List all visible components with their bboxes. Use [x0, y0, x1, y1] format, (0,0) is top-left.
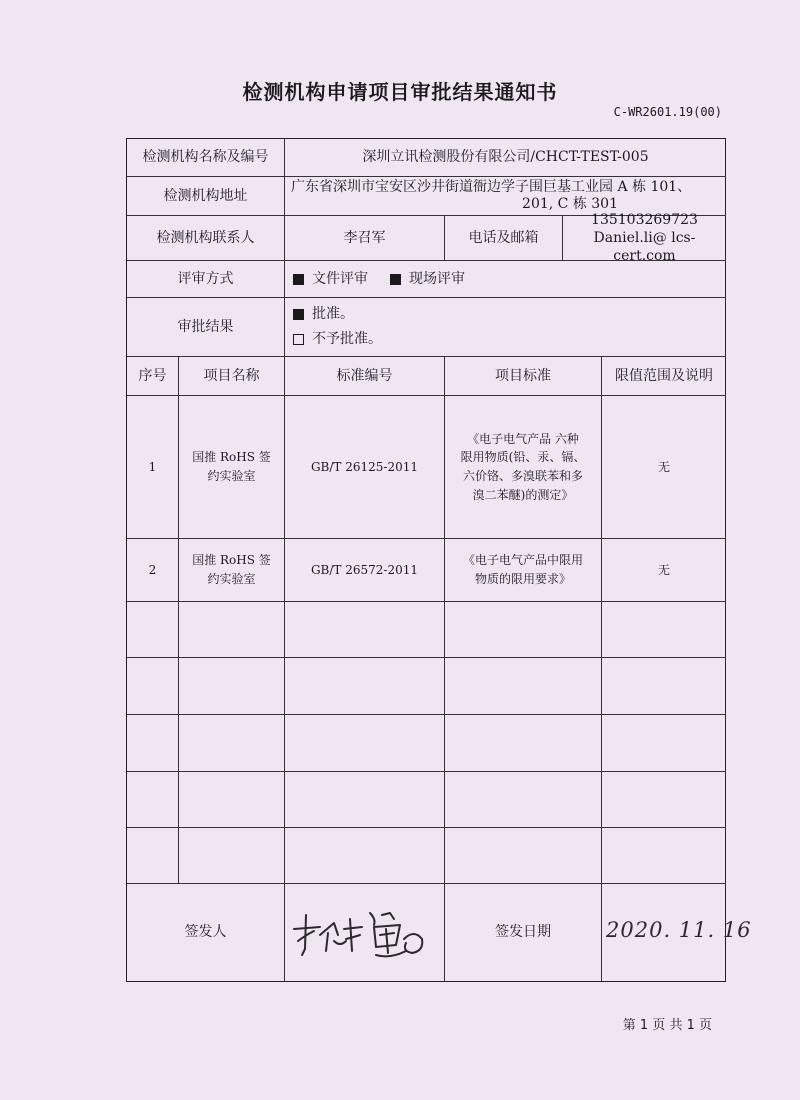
address-line-1: 广东省深圳市宝安区沙井街道衙边学子围巨基工业园 A 栋 101、	[291, 178, 692, 195]
header-item-name: 项目名称	[179, 357, 285, 396]
checkbox-checked-icon	[390, 274, 401, 285]
review-method-options	[285, 261, 726, 298]
address-line-2: 201, C 栋 301	[522, 196, 618, 212]
contact-value: 李召军	[285, 216, 445, 261]
checkbox-checked-icon	[293, 274, 304, 285]
row1-no: 1	[127, 396, 179, 539]
empty-cell	[285, 602, 445, 658]
handwritten-signature	[290, 905, 430, 965]
row2-limit: 无	[602, 539, 726, 602]
phone-email-value	[563, 211, 726, 265]
header-limit: 限值范围及说明	[602, 357, 726, 396]
empty-cell	[179, 658, 285, 715]
review-method-label: 评审方式	[127, 261, 285, 298]
empty-cell	[445, 715, 602, 772]
empty-cell	[285, 715, 445, 772]
row1-item-name: 国推 RoHS 签 约实验室	[179, 396, 285, 539]
row2-item-name: 国推 RoHS 签 约实验室	[179, 539, 285, 602]
empty-cell	[602, 828, 726, 884]
result-label: 审批结果	[127, 298, 285, 357]
header-item-standard: 项目标准	[445, 357, 602, 396]
empty-cell	[445, 602, 602, 658]
review-option-document: 文件评审	[312, 270, 368, 287]
org-name-label: 检测机构名称及编号	[127, 139, 285, 177]
empty-cell	[285, 828, 445, 884]
issue-date-label: 签发日期	[445, 884, 602, 981]
empty-cell	[127, 602, 179, 658]
empty-cell	[127, 658, 179, 715]
result-rejected: 不予批准。	[293, 330, 382, 349]
phone-value: 135103269723	[591, 211, 698, 228]
org-name-value: 深圳立讯检测股份有限公司/CHCT-TEST-005	[285, 139, 726, 177]
review-option-onsite: 现场评审	[409, 270, 465, 287]
empty-cell	[445, 772, 602, 828]
empty-cell	[127, 715, 179, 772]
page-number: 第 1 页 共 1 页	[622, 1018, 712, 1033]
row1-limit: 无	[602, 396, 726, 539]
checkbox-checked-icon	[293, 309, 304, 320]
result-approved: 批准。	[293, 305, 354, 324]
issuer-label: 签发人	[127, 884, 285, 981]
row2-item-standard: 《电子电气产品中限用 物质的限用要求》	[445, 539, 602, 602]
checkbox-empty-icon	[293, 334, 304, 345]
empty-cell	[127, 772, 179, 828]
empty-cell	[602, 715, 726, 772]
empty-cell	[602, 658, 726, 715]
issue-date-value: 2020. 11. 16	[606, 918, 752, 942]
row1-standard-no: GB/T 26125-2011	[285, 396, 445, 539]
empty-cell	[445, 828, 602, 884]
header-no: 序号	[127, 357, 179, 396]
contact-label: 检测机构联系人	[127, 216, 285, 261]
empty-cell	[602, 772, 726, 828]
empty-cell	[179, 772, 285, 828]
form-code: C-WR2601.19(00)	[613, 105, 722, 119]
row2-no: 2	[127, 539, 179, 602]
empty-cell	[445, 658, 602, 715]
approval-form-table	[126, 138, 726, 982]
document-title: 检测机构申请项目审批结果通知书	[242, 80, 558, 104]
empty-cell	[127, 828, 179, 884]
email-value: Daniel.li@ lcs-cert.com	[593, 229, 696, 265]
empty-cell	[602, 602, 726, 658]
empty-cell	[179, 602, 285, 658]
empty-cell	[179, 715, 285, 772]
header-standard-no: 标准编号	[285, 357, 445, 396]
result-options	[285, 298, 726, 357]
empty-cell	[285, 772, 445, 828]
phone-email-label: 电话及邮箱	[445, 216, 563, 261]
row1-item-standard: 《电子电气产品 六种 限用物质(铅、汞、镉、 六价铬、多溴联苯和多 溴二苯醚)的测定》	[445, 396, 602, 539]
empty-cell	[285, 658, 445, 715]
empty-cell	[179, 828, 285, 884]
org-address-label: 检测机构地址	[127, 177, 285, 216]
row2-standard-no: GB/T 26572-2011	[285, 539, 445, 602]
